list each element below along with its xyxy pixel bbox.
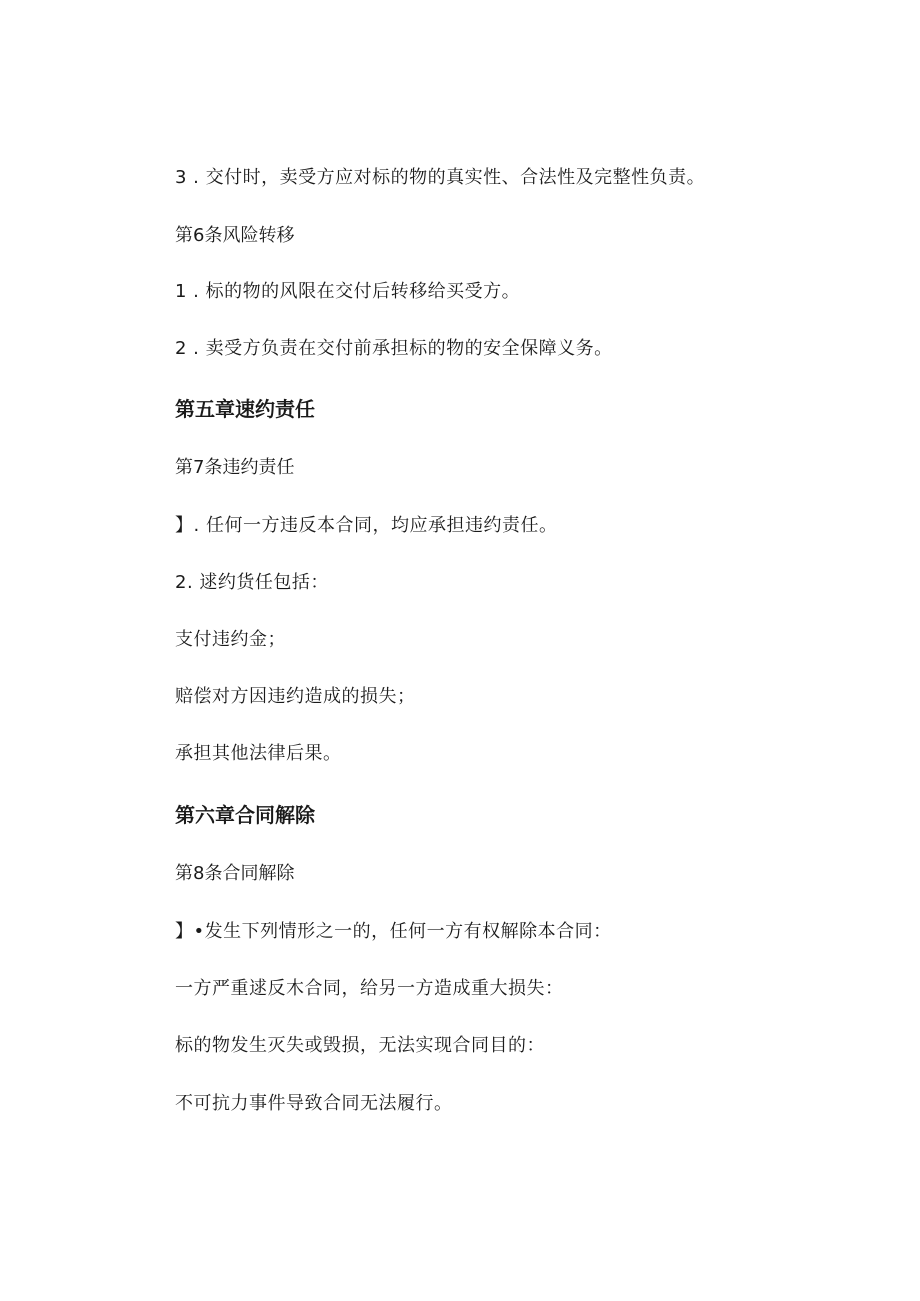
article-7-clause-1: 】. 任何一方违反本合同，均应承担违约责任。 xyxy=(175,515,558,536)
liability-item-3: 承担其他法律后果。 xyxy=(175,743,342,764)
chapter-5-heading: 第五章速约责任 xyxy=(175,397,315,421)
article-6-title: 第6条风险转移 xyxy=(175,225,295,246)
article-6-clause-2: 2 . 卖受方负责在交付前承担标的物的安全保障义务。 xyxy=(175,338,613,359)
article-8-clause-1: 】•发生下列情形之一的，任何一方有权解除本合同： xyxy=(175,921,612,942)
chapter-6-heading: 第六章合同解除 xyxy=(175,803,315,827)
article-6-clause-1: 1 . 标的物的风限在交付后转移给买受方。 xyxy=(175,281,521,302)
liability-item-2: 赔偿对方因违约造成的损失； xyxy=(175,686,416,707)
liability-item-1: 支付违约金； xyxy=(175,629,286,650)
termination-case-1: 一方严重逑反木合同，给另一方造成重大损失： xyxy=(175,978,564,999)
article-8-title: 第8条合同解除 xyxy=(175,863,295,884)
article-7-title: 第7条违约责任 xyxy=(175,457,295,478)
clause-3-delivery-responsibility: 3 . 交付时，卖受方应对标的物的真实性、合法性及完整性负责。 xyxy=(175,167,706,188)
termination-case-2: 标的物发生灭失或毁损，无法实现合同目的： xyxy=(175,1035,545,1056)
article-7-clause-2: 2. 逑约货任包括： xyxy=(175,572,329,593)
termination-case-3: 不可抗力事件导致合同无法履行。 xyxy=(175,1093,453,1114)
